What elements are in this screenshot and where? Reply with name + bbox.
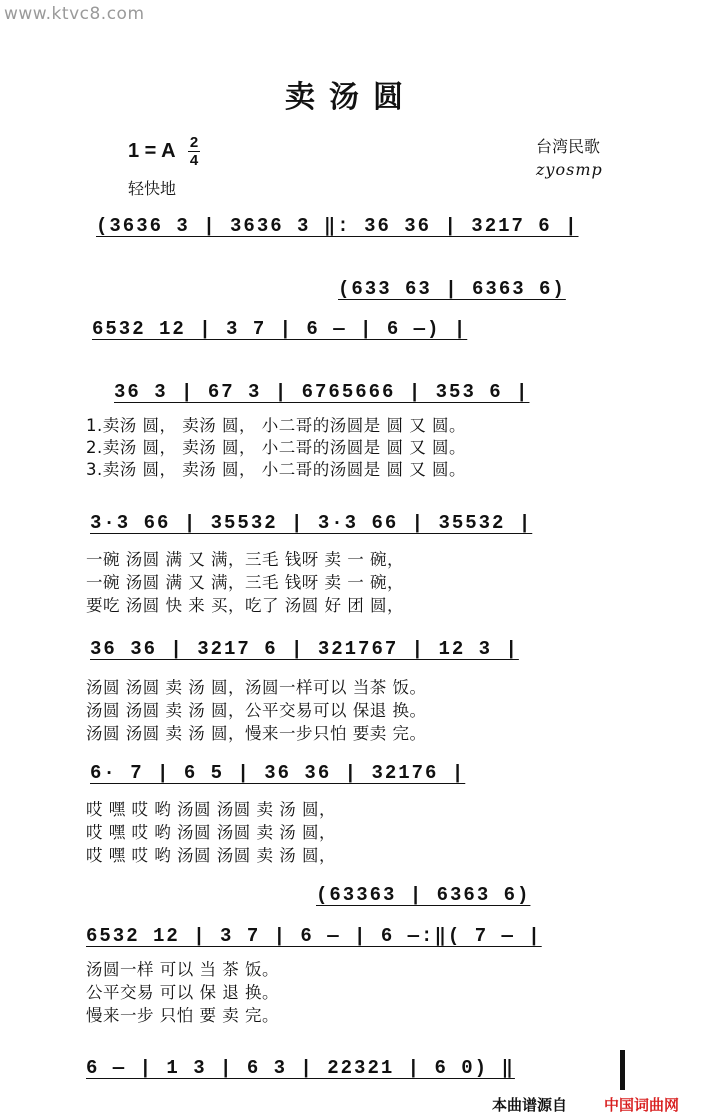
score-line-4: 3·3 66 | 35532 | 3·3 66 | 35532 | <box>90 512 533 534</box>
lyric-v1-3: 3.卖汤 圆， 卖汤 圆， 小二哥的汤圆是 圆 又 圆。 <box>86 460 466 479</box>
score-line-7-upper: (63363 | 6363 6) <box>316 884 531 906</box>
score-line-7: 6532 12 | 3 7 | 6 — | 6 —:‖( 7 — | <box>86 925 542 947</box>
time-signature <box>188 134 200 169</box>
key-signature: 1 = A <box>128 140 176 162</box>
lyric-v5-1: 汤圆一样 可以 当 茶 饭。 <box>86 960 279 979</box>
lyric-v3-3: 汤圆 汤圆 卖 汤 圆，慢来一步只怕 要卖 完。 <box>86 724 427 743</box>
score-line-8: 6 — | 1 3 | 6 3 | 22321 | 6 0) ‖ <box>86 1057 515 1079</box>
tempo-marking: 轻快地 <box>128 179 177 198</box>
lyric-v4-1: 哎 嘿 哎 哟 汤圆 汤圆 卖 汤 圆， <box>86 800 336 819</box>
lyric-v2-1: 一碗 汤圆 满 又 满，三毛 钱呀 卖 一 碗， <box>86 550 404 569</box>
lyric-v2-3: 要吃 汤圆 快 来 买，吃了 汤圆 好 团 圆， <box>86 596 404 615</box>
lyric-v5-2: 公平交易 可以 保 退 换。 <box>86 983 279 1002</box>
final-barline <box>620 1050 625 1090</box>
meter-bottom: 4 <box>189 152 199 169</box>
score-line-2: 6532 12 | 3 7 | 6 — | 6 —) | <box>92 318 468 340</box>
lyric-v4-2: 哎 嘿 哎 哟 汤圆 汤圆 卖 汤 圆， <box>86 823 336 842</box>
score-line-6: 6· 7 | 6 5 | 36 36 | 32176 | <box>90 762 466 784</box>
watermark-top: www.ktvc8.com <box>4 4 145 24</box>
score-line-2-upper: (633 63 | 6363 6) <box>338 278 566 300</box>
lyric-v5-3: 慢来一步 只怕 要 卖 完。 <box>86 1006 279 1025</box>
meter-top: 2 <box>189 134 199 151</box>
watermark-source: 本曲谱源自 <box>492 1096 568 1114</box>
watermark-site: 中国词曲网 <box>604 1096 680 1114</box>
song-title: 卖汤圆 <box>285 80 417 115</box>
score-line-5: 36 36 | 3217 6 | 321767 | 12 3 | <box>90 638 519 660</box>
arranger-signature: zyosmp <box>536 160 603 179</box>
lyric-v3-1: 汤圆 汤圆 卖 汤 圆，汤圆一样可以 当茶 饭。 <box>86 678 427 697</box>
lyric-v1-1: 1.卖汤 圆， 卖汤 圆， 小二哥的汤圆是 圆 又 圆。 <box>86 416 466 435</box>
score-line-3: 36 3 | 67 3 | 6765666 | 353 6 | <box>114 381 530 403</box>
lyric-v3-2: 汤圆 汤圆 卖 汤 圆，公平交易可以 保退 换。 <box>86 701 427 720</box>
lyric-v1-2: 2.卖汤 圆， 卖汤 圆， 小二哥的汤圆是 圆 又 圆。 <box>86 438 466 457</box>
score-line-1: (3636 3 | 3636 3 ‖: 36 36 | 3217 6 | <box>96 215 579 237</box>
lyric-v4-3: 哎 嘿 哎 哟 汤圆 汤圆 卖 汤 圆， <box>86 846 336 865</box>
lyric-v2-2: 一碗 汤圆 满 又 满，三毛 钱呀 卖 一 碗， <box>86 573 404 592</box>
song-origin: 台湾民歌 <box>536 137 601 156</box>
